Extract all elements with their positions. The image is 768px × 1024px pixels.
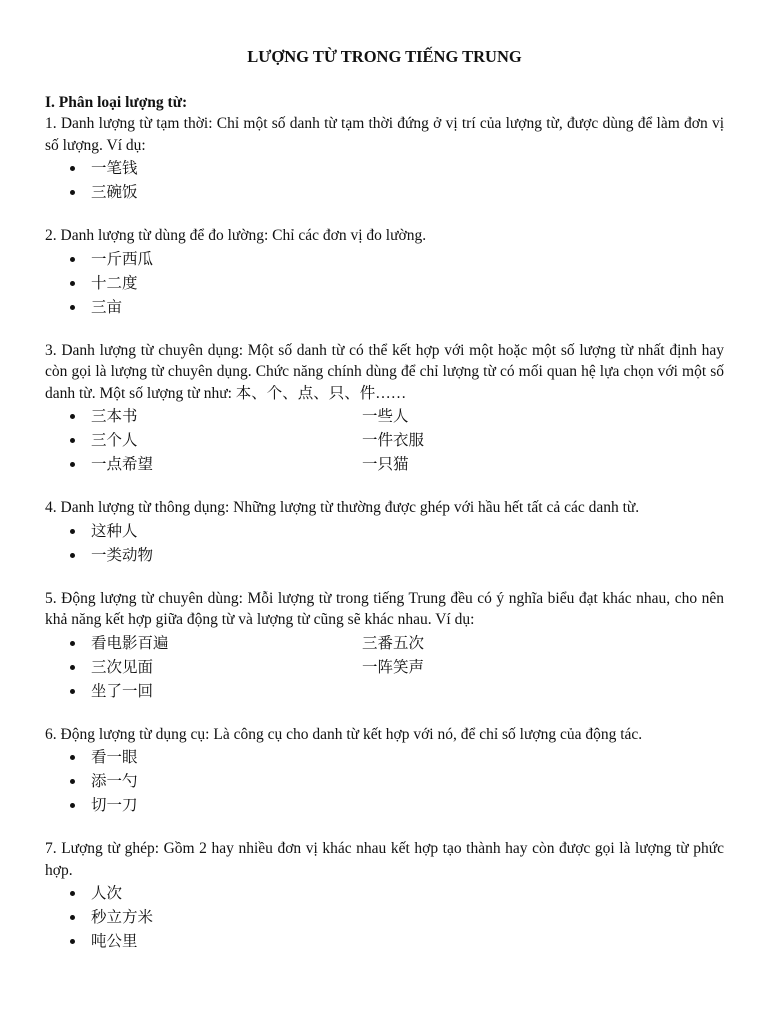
example-term: 这种人 bbox=[91, 521, 138, 540]
example-list bbox=[45, 631, 724, 703]
category-description: 1. Danh lượng từ tạm thời: Chỉ một số danh từ tạm thời đứng ở vị trí của lượng từ, được dùng để làm đơn vị số lượng. Ví dụ: bbox=[45, 115, 724, 154]
example-term: 十二度 bbox=[91, 273, 138, 292]
category-section bbox=[45, 838, 724, 953]
example-term: 吨公里 bbox=[91, 932, 138, 950]
example-list bbox=[45, 519, 724, 567]
category-description: 5. Động lượng từ chuyên dùng: Mỗi lượng từ trong tiếng Trung đều có ý nghĩa biểu đạt khác nhau, cho nên khả năng kết hợp giữa động từ và lượng từ cũng sẽ khác nhau. Ví dụ: bbox=[45, 589, 724, 628]
example-term: 三个人 bbox=[91, 431, 138, 449]
example-term: 人次 bbox=[91, 884, 123, 902]
example-term: 看电影百遍 bbox=[91, 633, 169, 652]
list-item bbox=[45, 519, 724, 543]
list-item bbox=[45, 655, 724, 679]
list-item bbox=[45, 905, 724, 929]
example-term: 一斤西瓜 bbox=[91, 249, 154, 268]
example-term-second-column: 三番五次 bbox=[362, 633, 425, 652]
list-item bbox=[45, 769, 724, 793]
list-item bbox=[45, 745, 724, 769]
example-list bbox=[45, 247, 724, 319]
example-term: 切一刀 bbox=[91, 796, 138, 814]
example-term-second-column: 一件衣服 bbox=[362, 431, 425, 449]
list-item bbox=[45, 156, 724, 180]
example-term-second-column: 一只猫 bbox=[362, 455, 409, 473]
list-item bbox=[45, 404, 724, 428]
example-term-second-column: 一些人 bbox=[362, 407, 409, 425]
category-section bbox=[45, 497, 724, 567]
category-description: 4. Danh lượng từ thông dụng: Những lượng từ thường được ghép với hầu hết tất cả các danh từ. bbox=[45, 499, 640, 516]
document-title: LƯỢNG TỪ TRONG TIẾNG TRUNG bbox=[247, 47, 522, 66]
category-description: 6. Động lượng từ dụng cụ: Là công cụ cho danh từ kết hợp với nó, để chỉ số lượng của động tác. bbox=[45, 725, 643, 743]
example-list bbox=[45, 156, 724, 204]
example-term: 一笔钱 bbox=[91, 159, 138, 177]
example-term: 三亩 bbox=[91, 297, 123, 316]
example-term: 三本书 bbox=[91, 407, 138, 425]
category-section bbox=[45, 340, 724, 477]
category-section bbox=[45, 588, 724, 703]
example-term: 一点希望 bbox=[91, 455, 154, 473]
list-item bbox=[45, 543, 724, 567]
list-item bbox=[45, 247, 724, 271]
list-item bbox=[45, 271, 724, 295]
example-term: 坐了一回 bbox=[91, 681, 154, 700]
list-item bbox=[45, 428, 724, 452]
category-description: 7. Lượng từ ghép: Gồm 2 hay nhiều đơn vị khác nhau kết hợp tạo thành hay còn được gọi là lượng từ phức hợp. bbox=[45, 840, 724, 879]
list-item bbox=[45, 881, 724, 905]
example-term-second-column: 一阵笑声 bbox=[362, 657, 425, 676]
example-list bbox=[45, 881, 724, 953]
example-term: 添一勺 bbox=[91, 772, 138, 790]
category-section bbox=[45, 724, 724, 818]
example-term: 一类动物 bbox=[91, 545, 154, 564]
list-item bbox=[45, 295, 724, 319]
category-description: 2. Danh lượng từ dùng để đo lường: Chỉ các đơn vị đo lường. bbox=[45, 227, 427, 244]
list-item bbox=[45, 631, 724, 655]
list-item bbox=[45, 452, 724, 476]
section-heading: I. Phân loại lượng từ: bbox=[45, 94, 188, 111]
category-section bbox=[45, 225, 724, 319]
example-list bbox=[45, 745, 724, 817]
example-term: 看一眼 bbox=[91, 748, 138, 766]
list-item bbox=[45, 929, 724, 953]
example-list bbox=[45, 404, 724, 476]
example-term: 三碗饭 bbox=[91, 183, 138, 201]
list-item bbox=[45, 679, 724, 703]
example-term: 秒立方米 bbox=[91, 908, 154, 926]
example-term: 三次见面 bbox=[91, 657, 154, 676]
category-section bbox=[45, 113, 724, 204]
list-item bbox=[45, 180, 724, 204]
sections-container bbox=[45, 113, 724, 953]
category-description: 3. Danh lượng từ chuyên dụng: Một số danh từ có thể kết hợp với một hoặc một số lượng từ nhất định hay còn gọi là lượng từ chuyên dụng. Chức năng chính dùng để chỉ lượng từ có mối quan hệ lựa chọn với một số danh từ. Một số lượng từ như: 本、个、点、只、件…… bbox=[45, 341, 724, 402]
list-item bbox=[45, 793, 724, 817]
